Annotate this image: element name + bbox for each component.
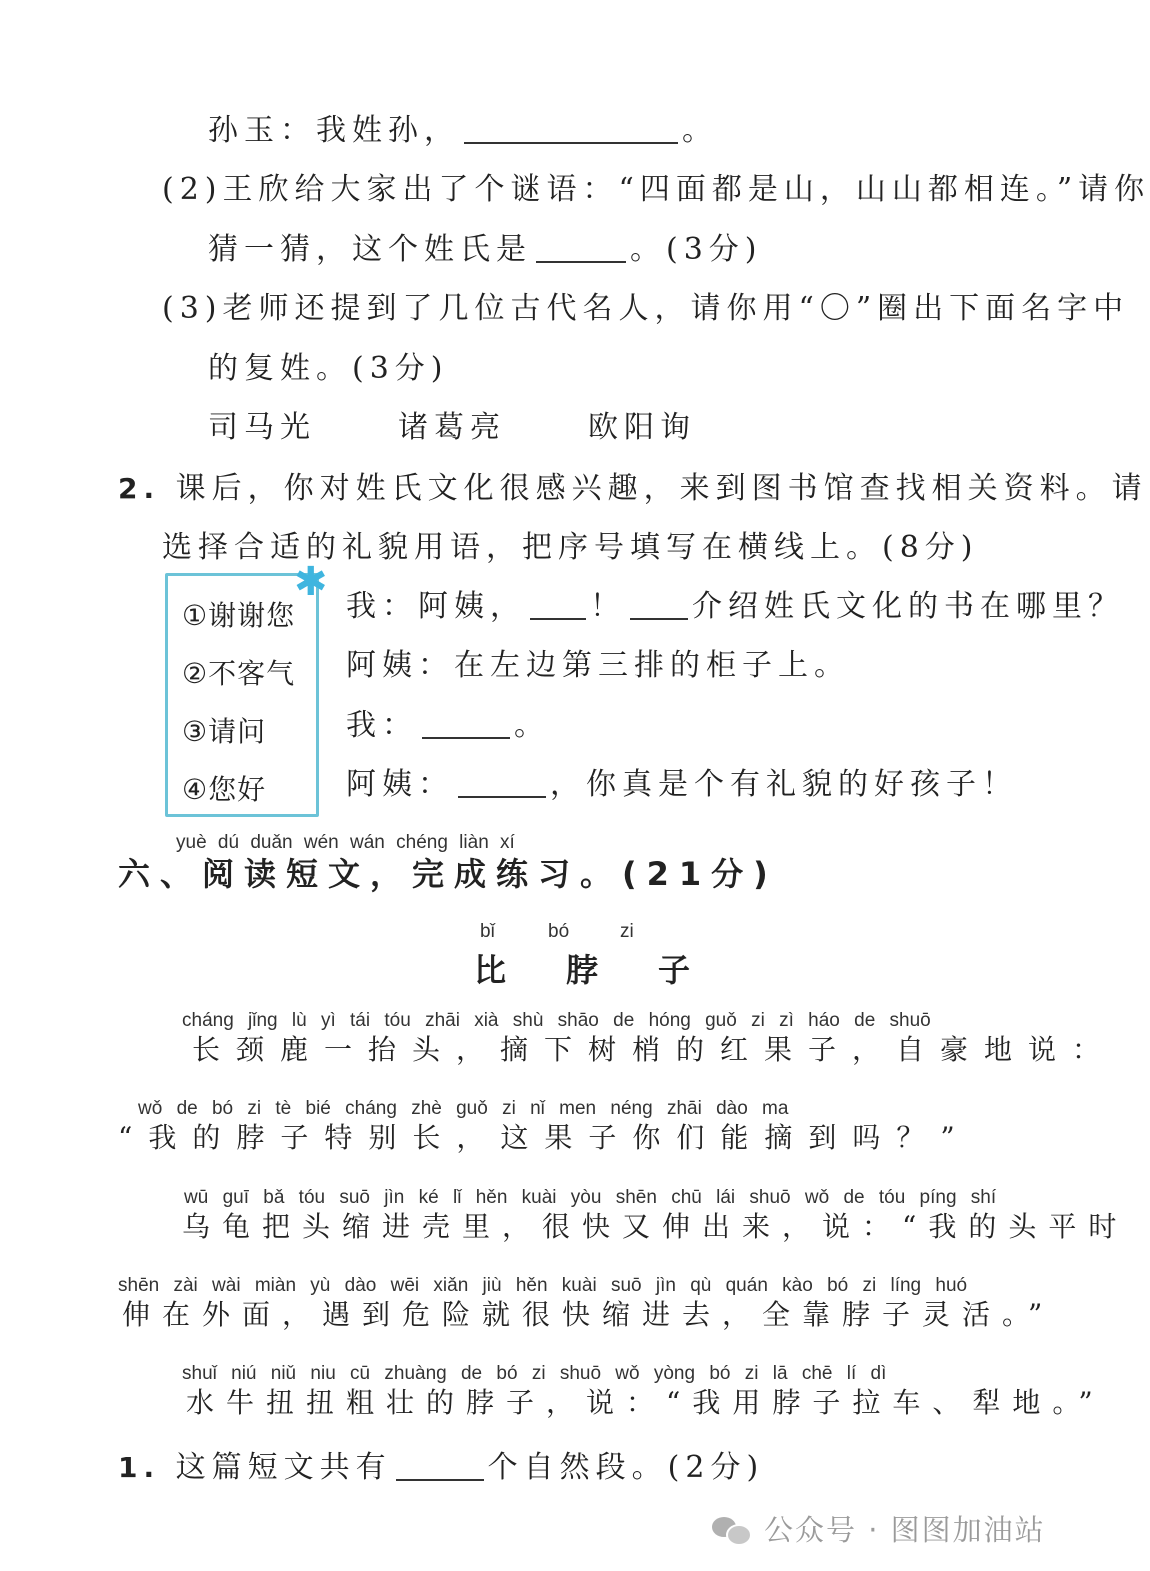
q1-sub3-line1: (3)老师还提到了几位古代名人，请你用“〇”圈出下面名字中 xyxy=(162,291,1130,326)
title-pinyin-3: zi xyxy=(620,921,634,942)
option-2: ②不客气 xyxy=(182,657,296,690)
flower-icon: ✱ xyxy=(294,559,328,605)
s6-q1-text: 这篇短文共有 xyxy=(175,1450,392,1485)
pinyin-line-2: wǒ de bó zi tè bié cháng zhè guǒ zi nǐ men néng zhāi dào ma xyxy=(138,1098,789,1119)
dialog-text: 介绍姓氏文化的书在哪里？ xyxy=(692,589,1124,624)
q1-line1 xyxy=(208,113,718,148)
answer-blank[interactable] xyxy=(458,770,546,798)
name-option-3[interactable]: 欧阳询 xyxy=(588,410,696,445)
dialog-text: 我： xyxy=(346,708,418,743)
question-number: 1. xyxy=(118,1451,161,1484)
q1-sub3-line2: 的复姓。(3分) xyxy=(208,351,449,386)
passage-line-4: 伸在外面，遇到危险就很快缩进去，全靠脖子灵活。” xyxy=(122,1298,1055,1331)
dialog-text: 我：阿姨， xyxy=(346,589,526,624)
wechat-icon xyxy=(712,1515,752,1543)
heading-pinyin: yuè dú duǎn wén wán chéng liàn xí xyxy=(176,832,515,853)
dialog-text: 。 xyxy=(514,708,550,743)
answer-blank[interactable] xyxy=(422,711,510,739)
q1-sub2-text: 猜一猜，这个姓氏是 xyxy=(208,232,532,267)
pinyin-line-1: cháng jǐng lù yì tái tóu zhāi xià shù shāo de hóng guǒ zi zì háo de shuō xyxy=(182,1010,931,1031)
answer-blank[interactable] xyxy=(396,1453,484,1481)
watermark xyxy=(712,1508,1046,1549)
passage-line-5: 水牛扭扭粗壮的脖子，说：“我用脖子拉车、犁地。” xyxy=(186,1386,1105,1419)
answer-blank[interactable] xyxy=(630,592,688,620)
dialog-line-4 xyxy=(346,767,1018,802)
passage-title: 比脖子 xyxy=(474,951,751,989)
q2-line2: 选择合适的礼貌用语，把序号填写在横线上。(8分) xyxy=(162,530,979,565)
q1-sub2-score: 。(3分) xyxy=(630,232,763,267)
title-pinyin-1: bǐ xyxy=(480,921,495,942)
q2-line1 xyxy=(118,471,1148,506)
name-option-2[interactable]: 诸葛亮 xyxy=(398,410,506,445)
passage-line-3: 乌龟把头缩进壳里，很快又伸出来，说：“我的头平时 xyxy=(182,1210,1129,1243)
dialog-text: ！ xyxy=(590,589,626,624)
answer-blank[interactable] xyxy=(530,592,586,620)
dialog-text: ，你真是个有礼貌的好孩子！ xyxy=(550,767,1018,802)
answer-blank[interactable] xyxy=(536,235,626,263)
dialog-text: 阿姨： xyxy=(346,767,454,802)
answer-blank[interactable] xyxy=(464,116,678,144)
name-option-1[interactable]: 司马光 xyxy=(208,410,316,445)
option-1: ①谢谢您 xyxy=(182,599,296,632)
passage-line-2: “我的脖子特别长，这果子你们能摘到吗？” xyxy=(118,1121,971,1154)
s6-q1 xyxy=(118,1450,765,1485)
watermark-text: 公众号 · 图图加油站 xyxy=(764,1513,1046,1547)
question-number: 2. xyxy=(118,472,161,505)
q1-line1-end: 。 xyxy=(682,113,718,148)
option-3: ③请问 xyxy=(182,715,267,748)
options-box xyxy=(165,559,328,817)
dialog-line-3 xyxy=(346,708,550,743)
section-heading: 六、阅读短文，完成练习。(21分) xyxy=(118,855,778,893)
q1-sub2-line2 xyxy=(208,232,763,267)
q2-text-1: 课后，你对姓氏文化很感兴趣，来到图书馆查找相关资料。请 xyxy=(175,471,1148,506)
pinyin-line-5: shuǐ niú niǔ niu cū zhuàng de bó zi shuō wǒ yòng bó zi lā chē lí dì xyxy=(182,1363,887,1384)
option-4: ④您好 xyxy=(182,773,267,806)
dialog-line-1 xyxy=(346,589,1124,624)
s6-q1-score: 个自然段。(2分) xyxy=(487,1450,765,1485)
dialog-line-2: 阿姨：在左边第三排的柜子上。 xyxy=(346,648,850,683)
q1-sub2-line1: (2)王欣给大家出了个谜语：“四面都是山，山山都相连。”请你 xyxy=(162,172,1150,207)
passage-line-1: 长颈鹿一抬头，摘下树梢的红果子，自豪地说： xyxy=(192,1033,1117,1066)
title-pinyin-2: bó xyxy=(548,921,570,942)
q1-line1-text: 孙玉：我姓孙， xyxy=(208,113,460,148)
pinyin-line-4: shēn zài wài miàn yù dào wēi xiǎn jiù hěn kuài suō jìn qù quán kào bó zi líng huó xyxy=(118,1275,968,1296)
pinyin-line-3: wū guī bǎ tóu suō jìn ké lǐ hěn kuài yòu shēn chū lái shuō wǒ de tóu píng shí xyxy=(184,1187,997,1208)
